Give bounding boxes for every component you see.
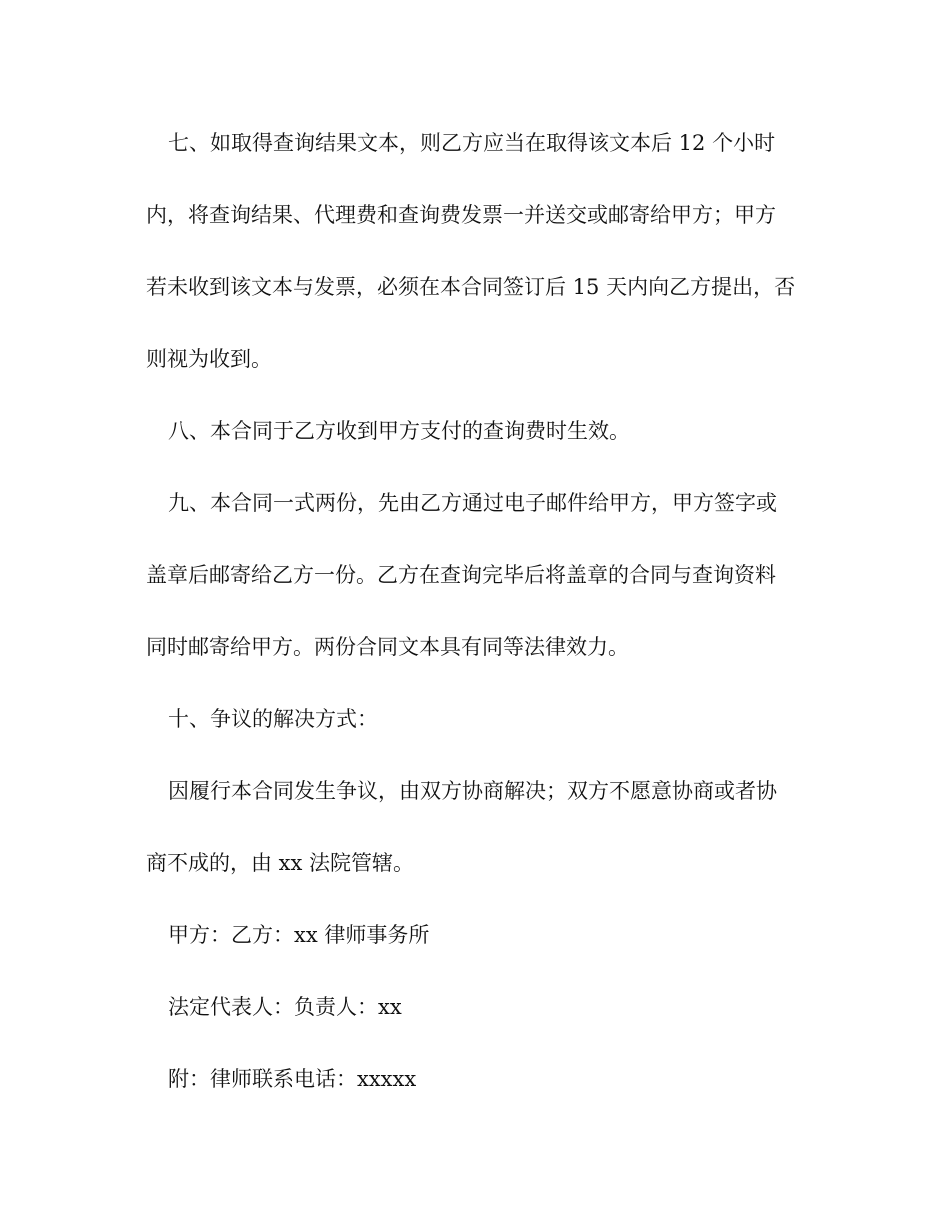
text-line: 若未收到该文本与发票，必须在本合同签订后 15 天内向乙方提出，否 [146, 275, 796, 299]
text-line: 商不成的，由 xx 法院管辖。 [146, 851, 415, 875]
text-line: 内，将查询结果、代理费和查询费发票一并送交或邮寄给甲方；甲方 [146, 203, 776, 227]
text-line: 因履行本合同发生争议，由双方协商解决；双方不愿意协商或者协 [168, 779, 777, 803]
attachment-contact [146, 1061, 806, 1097]
text-line: 同时邮寄给甲方。两份合同文本具有同等法律效力。 [146, 635, 629, 659]
clause-nine [146, 485, 806, 665]
text-line: 则视为收到。 [146, 347, 272, 371]
clause-seven [146, 125, 806, 377]
text-line: 十、争议的解决方式： [168, 707, 378, 731]
text-line: 七、如取得查询结果文本，则乙方应当在取得该文本后 12 个小时 [168, 131, 776, 155]
signature-parties [146, 917, 806, 953]
text-line: 甲方：乙方：xx 律师事务所 [168, 923, 430, 947]
clause-ten-heading [146, 701, 806, 737]
text-line: 八、本合同于乙方收到甲方支付的查询费时生效。 [168, 419, 630, 443]
text-line: 九、本合同一式两份，先由乙方通过电子邮件给甲方，甲方签字或 [168, 491, 777, 515]
clause-eight [146, 413, 806, 449]
text-line: 盖章后邮寄给乙方一份。乙方在查询完毕后将盖章的合同与查询资料 [146, 563, 776, 587]
signature-representatives [146, 989, 806, 1025]
text-line: 附：律师联系电话：xxxxx [168, 1067, 417, 1091]
dispute-resolution [146, 773, 806, 881]
document-body [146, 125, 806, 1133]
text-line: 法定代表人：负责人：xx [168, 995, 402, 1019]
